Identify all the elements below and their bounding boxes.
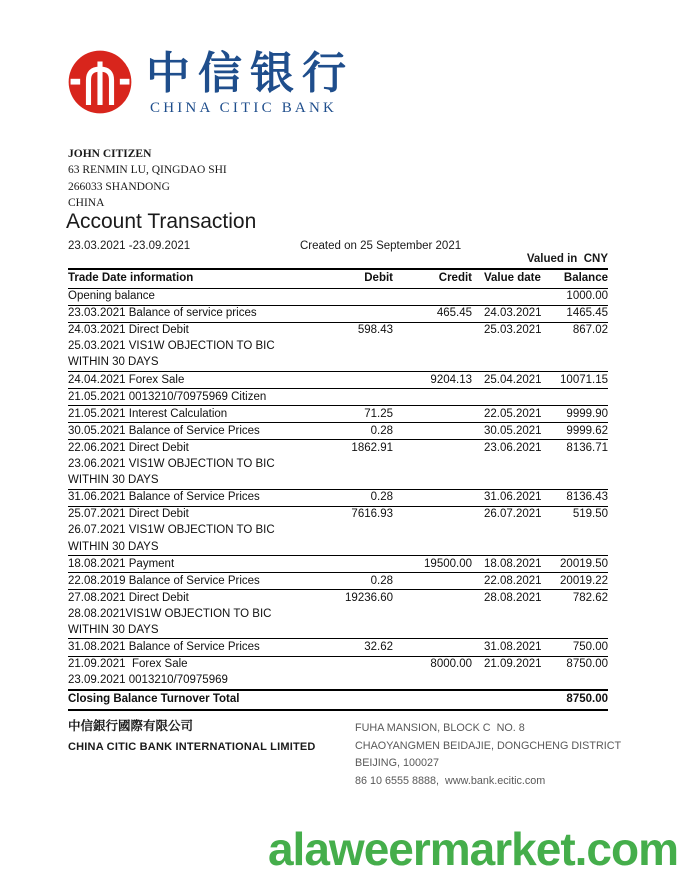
col-header-debit: Debit: [325, 269, 393, 288]
cell-debit: [325, 389, 393, 406]
table-row: [68, 639, 608, 656]
cell-value-date: 26.07.2021: [484, 508, 542, 521]
cell-balance: [545, 606, 608, 622]
customer-name: JOHN CITIZEN: [68, 148, 152, 160]
cell-credit: [393, 673, 472, 690]
watermark: alaweermarket.com: [267, 823, 678, 875]
cell-info: 28.08.2021VIS1W OBJECTION TO BIC: [68, 607, 272, 620]
cell-credit: [393, 423, 472, 440]
cell-credit: [393, 590, 472, 607]
cell-credit: [393, 506, 472, 523]
cell-info: Opening balance: [68, 288, 325, 305]
cell-debit: 0.28: [325, 489, 393, 506]
cell-info: 21.09.2021 Forex Sale: [68, 658, 188, 671]
cell-balance: 8136.71: [566, 441, 608, 454]
table-row: [68, 406, 608, 423]
cell-credit: [393, 473, 472, 490]
cell-balance: 8136.43: [545, 489, 608, 506]
cell-value-date: [472, 539, 545, 556]
cell-debit: 0.28: [325, 423, 393, 440]
cell-info: 22.06.2021 Direct Debit: [68, 441, 189, 454]
col-header-trade-date-information: Trade Date information: [68, 269, 325, 288]
cell-value-date: [472, 288, 545, 305]
table-row: [68, 590, 608, 607]
cell-balance: 1465.45: [545, 305, 608, 322]
cell-value-date: [472, 673, 545, 690]
cell-credit: [393, 573, 472, 590]
closing-balance-value-date: [472, 690, 545, 710]
cell-debit: 32.62: [325, 639, 393, 656]
cell-value-date: 25.04.2021: [472, 371, 545, 388]
cell-balance: 9999.62: [545, 423, 608, 440]
cell-info: 21.05.2021 0013210/70975969 Citizen: [68, 389, 325, 406]
cell-balance: 782.62: [572, 591, 608, 604]
table-row: [68, 673, 608, 690]
cell-balance: 867.02: [572, 324, 608, 337]
cell-info: 25.03.2021 VIS1W OBJECTION TO BIC: [68, 340, 275, 353]
cell-value-date: 30.05.2021: [472, 423, 545, 440]
brand-name-english: CHINA CITIC BANK: [150, 100, 338, 116]
company-name-chinese: 中信銀行國際有限公司: [68, 719, 194, 733]
col-header-balance: Balance: [545, 269, 608, 288]
cell-balance: 1000.00: [545, 288, 608, 305]
cell-value-date: 18.08.2021: [472, 556, 545, 573]
cell-info: 23.09.2021 0013210/70975969: [68, 673, 325, 690]
cell-value-date: [472, 355, 545, 372]
cell-info: 23.03.2021 Balance of service prices: [68, 305, 325, 322]
closing-balance-label: Closing Balance Turnover Total: [68, 690, 325, 710]
cell-balance: [545, 673, 608, 690]
cell-balance: [545, 473, 608, 490]
cell-credit: [393, 606, 472, 622]
table-row: [68, 573, 608, 590]
table-row: [68, 423, 608, 440]
table-row: [68, 305, 608, 322]
cell-credit: 9204.13: [393, 371, 472, 388]
cell-credit: [393, 622, 472, 639]
cell-balance: 750.00: [545, 639, 608, 656]
cell-credit: [393, 440, 472, 457]
cell-value-date: [472, 339, 545, 355]
brand-text-block: [146, 50, 354, 116]
cell-info: WITHIN 30 DAYS: [68, 539, 325, 556]
company-name-english: CHINA CITIC BANK INTERNATIONAL LIMITED: [68, 741, 316, 753]
cell-value-date: 31.08.2021: [472, 639, 545, 656]
cell-debit: [325, 656, 393, 673]
brand-name-chinese: 中信银行: [146, 49, 354, 98]
bank-address-block: [355, 720, 621, 790]
customer-address-block: [68, 146, 227, 211]
cell-credit: [393, 489, 472, 506]
customer-address-line-3: CHINA: [68, 196, 105, 209]
cell-value-date: [472, 606, 545, 622]
bank-identity-block: [68, 719, 316, 753]
table-row: [68, 456, 608, 472]
closing-balance-debit: [325, 690, 393, 710]
cell-balance: 20019.50: [545, 556, 608, 573]
table-row: [68, 389, 608, 406]
cell-info: 31.06.2021 Balance of Service Prices: [68, 489, 325, 506]
cell-debit: [325, 305, 393, 322]
closing-balance-amount: 8750.00: [545, 690, 608, 710]
table-row: [68, 556, 608, 573]
cell-credit: 8000.00: [430, 658, 472, 671]
cell-credit: [393, 639, 472, 656]
customer-address-line-2: 266033 SHANDONG: [68, 180, 170, 193]
cell-balance: [545, 339, 608, 355]
cell-value-date: [472, 473, 545, 490]
table-row: [68, 473, 608, 490]
cell-info: WITHIN 30 DAYS: [68, 473, 325, 490]
cell-value-date: [472, 622, 545, 639]
cell-credit: [393, 355, 472, 372]
cell-value-date: [472, 389, 545, 406]
brand-header: [68, 50, 354, 116]
cell-info: 25.07.2021 Direct Debit: [68, 508, 189, 521]
cell-credit: [393, 288, 472, 305]
table-row: [68, 539, 608, 556]
table-row: [68, 606, 608, 622]
cell-balance: [545, 355, 608, 372]
transactions-body: [68, 288, 608, 710]
cell-value-date: 22.08.2021: [472, 573, 545, 590]
table-row: [68, 288, 608, 305]
table-header-row: [68, 269, 608, 288]
closing-balance-credit: [393, 690, 472, 710]
table-row: [68, 656, 608, 673]
cell-balance: [545, 539, 608, 556]
cell-balance: [545, 523, 608, 539]
cell-value-date: 28.08.2021: [484, 591, 542, 604]
cell-credit: [393, 339, 472, 355]
table-row: [68, 339, 608, 355]
cell-debit: [325, 456, 393, 472]
table-row: [68, 355, 608, 372]
cell-debit: 598.43: [357, 324, 393, 337]
cell-debit: [325, 288, 393, 305]
cell-credit: [393, 539, 472, 556]
cell-value-date: [472, 456, 545, 472]
cell-debit: [325, 673, 393, 690]
cell-value-date: 24.03.2021: [472, 305, 545, 322]
cell-value-date: 25.03.2021: [484, 324, 542, 337]
cell-balance: 519.50: [572, 508, 608, 521]
cell-info: 30.05.2021 Balance of Service Prices: [68, 423, 325, 440]
statement-period: 23.03.2021 -23.09.2021: [68, 240, 191, 252]
citic-logo-icon: [68, 50, 132, 114]
statement-created-date: Created on 25 September 2021: [300, 240, 462, 252]
cell-value-date: 22.05.2021: [472, 406, 545, 423]
cell-credit: [393, 406, 472, 423]
bank-contact: 86 10 6555 8888, www.bank.ecitic.com: [355, 774, 546, 787]
cell-value-date: 23.06.2021: [484, 441, 542, 454]
transactions-table: [68, 268, 608, 711]
cell-balance: 20019.22: [545, 573, 608, 590]
cell-debit: 0.28: [325, 573, 393, 590]
cell-info: 26.07.2021 VIS1W OBJECTION TO BIC: [68, 524, 275, 537]
table-row: [68, 322, 608, 339]
cell-value-date: 21.09.2021: [484, 658, 542, 671]
closing-balance-row: [68, 690, 608, 710]
cell-debit: [325, 523, 393, 539]
table-row: [68, 622, 608, 639]
table-row: [68, 440, 608, 457]
table-row: [68, 523, 608, 539]
col-header-credit: Credit: [393, 269, 472, 288]
table-row: [68, 489, 608, 506]
cell-balance: 10071.15: [545, 371, 608, 388]
table-row: [68, 371, 608, 388]
cell-info: WITHIN 30 DAYS: [68, 622, 325, 639]
cell-credit: [393, 456, 472, 472]
cell-info: WITHIN 30 DAYS: [68, 355, 325, 372]
cell-credit: [393, 389, 472, 406]
cell-info: 24.03.2021 Direct Debit: [68, 324, 189, 337]
cell-credit: [393, 322, 472, 339]
cell-credit: 19500.00: [393, 556, 472, 573]
cell-balance: 8750.00: [566, 658, 608, 671]
cell-debit: 19236.60: [345, 591, 393, 604]
cell-debit: 1862.91: [351, 441, 393, 454]
cell-info: 18.08.2021 Payment: [68, 556, 325, 573]
cell-info: 31.08.2021 Balance of Service Prices: [68, 639, 325, 656]
customer-address-line-1: 63 RENMIN LU, QINGDAO SHI: [68, 164, 227, 177]
bank-address-line-2: CHAOYANGMEN BEIDAJIE, DONGCHENG DISTRICT: [355, 739, 622, 752]
cell-debit: [325, 371, 393, 388]
cell-balance: [545, 456, 608, 472]
cell-info: 23.06.2021 VIS1W OBJECTION TO BIC: [68, 458, 275, 471]
cell-balance: [545, 389, 608, 406]
col-header-value-date: Value date: [472, 269, 545, 288]
bank-address-line-3: BEIJING, 100027: [355, 757, 440, 769]
cell-debit: [325, 622, 393, 639]
cell-debit: [325, 539, 393, 556]
cell-credit: [393, 523, 472, 539]
cell-balance: [545, 622, 608, 639]
cell-credit: 465.45: [393, 305, 472, 322]
cell-debit: [325, 339, 393, 355]
cell-info: 22.08.2019 Balance of Service Prices: [68, 573, 325, 590]
valued-in-label: Valued in CNY: [526, 253, 608, 265]
cell-debit: [325, 473, 393, 490]
cell-debit: 7616.93: [351, 508, 393, 521]
cell-debit: [325, 355, 393, 372]
cell-debit: [325, 606, 393, 622]
cell-debit: 71.25: [325, 406, 393, 423]
cell-debit: [325, 556, 393, 573]
table-row: [68, 506, 608, 523]
cell-info: 21.05.2021 Interest Calculation: [68, 406, 325, 423]
cell-info: 24.04.2021 Forex Sale: [68, 371, 325, 388]
cell-balance: 9999.90: [545, 406, 608, 423]
cell-value-date: [472, 523, 545, 539]
page-title: Account Transaction: [66, 210, 257, 233]
bank-address-line-1: FUHA MANSION, BLOCK C NO. 8: [355, 722, 525, 734]
cell-value-date: 31.06.2021: [472, 489, 545, 506]
cell-info: 27.08.2021 Direct Debit: [68, 591, 189, 604]
